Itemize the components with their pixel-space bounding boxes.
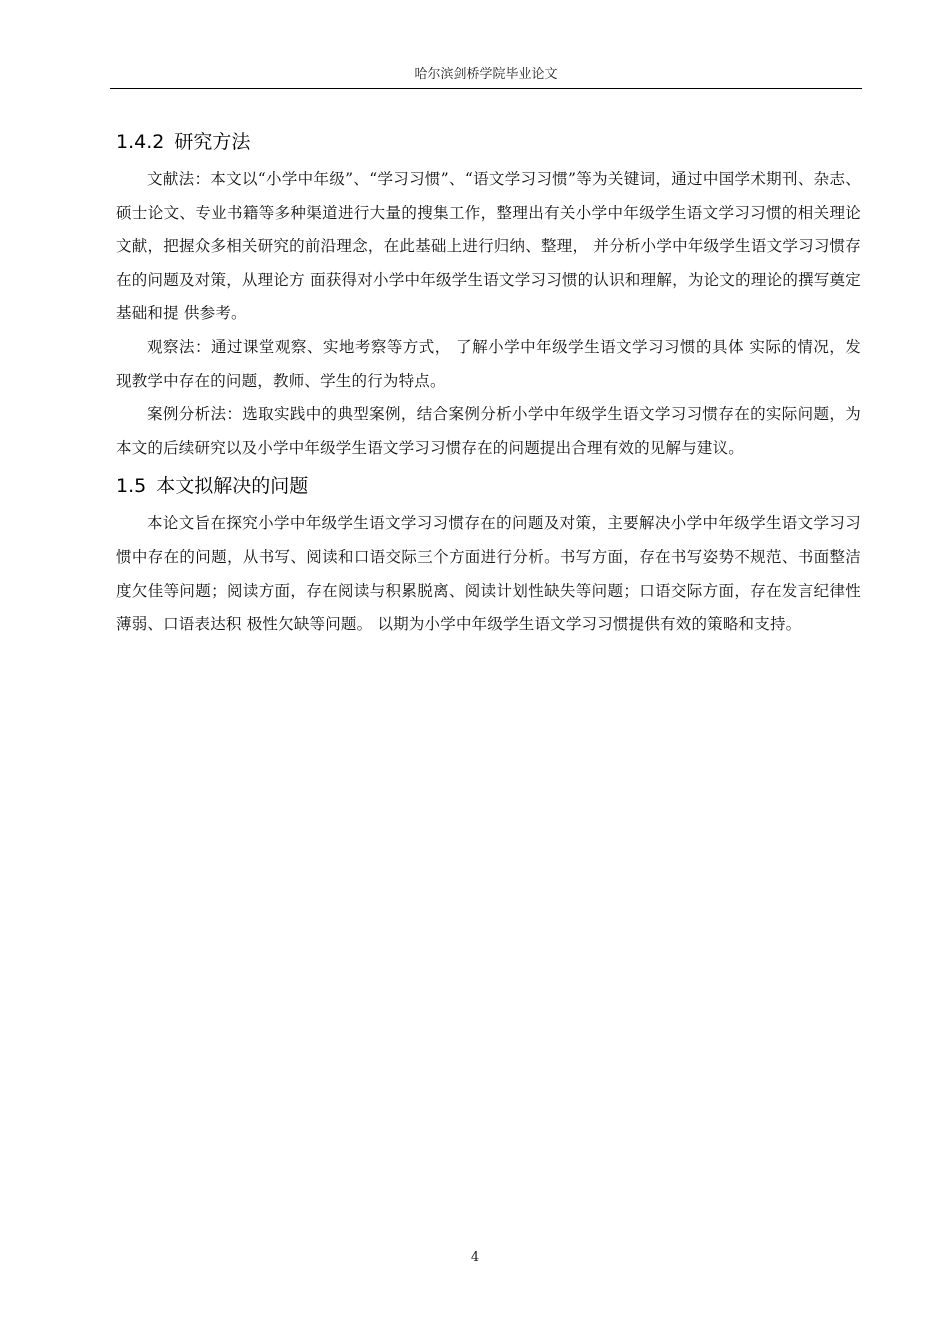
- document-body: [116, 124, 861, 642]
- section-number: 1.4.2: [116, 131, 165, 153]
- section-title: 本文拟解决的问题: [156, 475, 309, 498]
- header-divider: [110, 88, 862, 89]
- section-heading-research-methods: [116, 127, 861, 157]
- paragraph-literature-method: 文献法：本文以“小学中年级”、“学习习惯”、“语文学习习惯”等为关键词，通过中国学术期刊、杂志、硕士论文、专业书籍等多种渠道进行大量的搜集工作，整理出有关小学中年级学生语文学习习惯的相关理论文献，把握众多相关研究的前沿理念，在此基础上进行归纳、整理， 并分析小学中年级学生语文学习习惯存在的问题及对策，从理论方 面获得对小学中年级学生语文学习习惯的认识和理解，为论文的理论的撰写奠定基础和提 供参考。: [116, 170, 861, 323]
- section-title: 研究方法: [174, 131, 251, 153]
- page-number: 4: [470, 1250, 480, 1265]
- page-header: 哈尔滨剑桥学院毕业论文: [414, 67, 558, 82]
- paragraph-observation-method: 观察法：通过课堂观察、实地考察等方式， 了解小学中年级学生语文学习习惯的具体 实际的情况，发现教学中存在的问题，教师、学生的行为特点。: [116, 337, 861, 390]
- paragraph-case-analysis-method: 案例分析法：选取实践中的典型案例，结合案例分析小学中年级学生语文学习习惯存在的实际问题，为本文的后续研究以及小学中年级学生语文学习习惯存在的问题提出合理有效的见解与建议。: [116, 405, 861, 457]
- paragraph-problems: 本论文旨在探究小学中年级学生语文学习习惯存在的问题及对策，主要解决小学中年级学生语文学习习惯中存在的问题，从书写、阅读和口语交际三个方面进行分析。书写方面，存在书写姿势不规范、书面整洁度欠佳等问题；阅读方面，存在阅读与积累脱离、阅读计划性缺失等问题；口语交际方面，存在发言纪律性薄弱、口语表达积 极性欠缺等问题。 以期为小学中年级学生语文学习习惯提供有效的策略和支持。: [116, 514, 861, 634]
- section-heading-problems-to-solve: [116, 471, 861, 501]
- section-number: 1.5: [116, 475, 147, 498]
